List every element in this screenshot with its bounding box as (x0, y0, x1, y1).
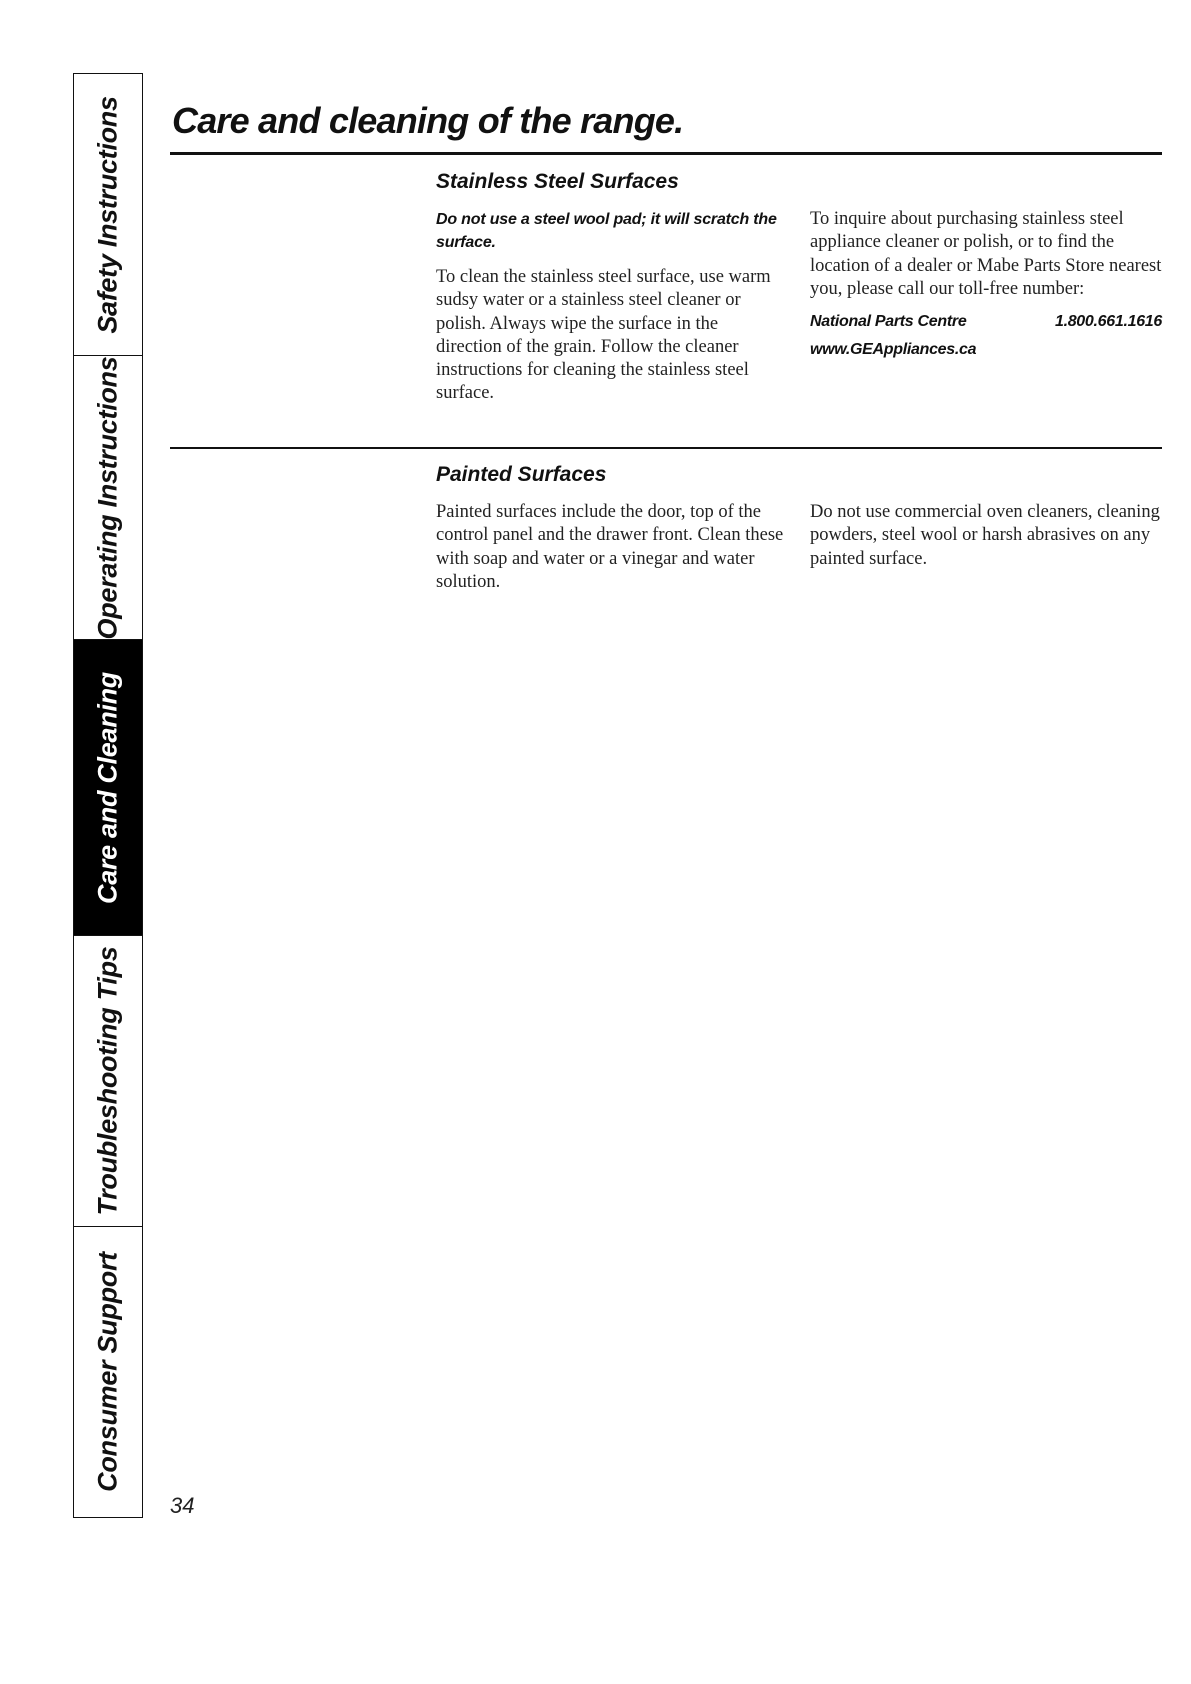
side-tab-label: Consumer Support (92, 1251, 123, 1492)
title-divider (170, 152, 1162, 155)
side-tab-care-and-cleaning[interactable] (74, 640, 142, 936)
stainless-left-column (436, 208, 786, 406)
side-tab-label: Care and Cleaning (92, 671, 123, 904)
section-heading: Painted Surfaces (436, 463, 607, 486)
side-tab-strip (73, 73, 143, 1518)
side-tab-label: Operating Instructions (92, 356, 123, 639)
inquiry-text: To inquire about purchasing stainless steel appliance cleaner or polish, or to find the location of a dealer or Mabe Parts Store nearest you, please call our toll-free number: (810, 209, 1162, 299)
contact-phone: 1.800.661.1616 (1054, 313, 1162, 331)
stainless-steel-section (436, 170, 1162, 410)
side-tab-label: Safety Instructions (92, 95, 123, 334)
painted-caution: Do not use commercial oven cleaners, cleaning powders, steel wool or harsh abrasives on any painted surface. (810, 502, 1160, 569)
painted-left-column (436, 501, 786, 594)
contact-name: National Parts Centre (810, 313, 967, 331)
contact-row (810, 313, 1162, 331)
side-tab-safety-instructions[interactable] (74, 74, 142, 356)
painted-right-column (810, 501, 1162, 571)
stainless-right-column (810, 208, 1162, 359)
warning-text: Do not use a steel wool pad; it will scratch the surface. (436, 211, 777, 251)
contact-url: www.GEAppliances.ca (810, 341, 977, 359)
page-title: Care and cleaning of the range. (172, 100, 684, 141)
section-heading: Stainless Steel Surfaces (436, 170, 679, 193)
section-divider (170, 447, 1162, 449)
side-tab-troubleshooting-tips[interactable] (74, 936, 142, 1227)
side-tab-label: Troubleshooting Tips (92, 946, 123, 1216)
painted-description: Painted surfaces include the door, top of the control panel and the drawer front. Clean these with soap and water or a vinegar and water solution. (436, 502, 784, 592)
side-tab-consumer-support[interactable] (74, 1227, 142, 1516)
painted-surfaces-section (436, 463, 1162, 603)
page-number: 34 (170, 1493, 195, 1518)
side-tab-operating-instructions[interactable] (74, 356, 142, 640)
cleaning-instructions: To clean the stainless steel surface, use warm sudsy water or a stainless steel cleaner or polish. Always wipe the surface in the direction of the grain. Follow the cleaner instructions for cleaning the stainless steel surface. (436, 267, 771, 404)
